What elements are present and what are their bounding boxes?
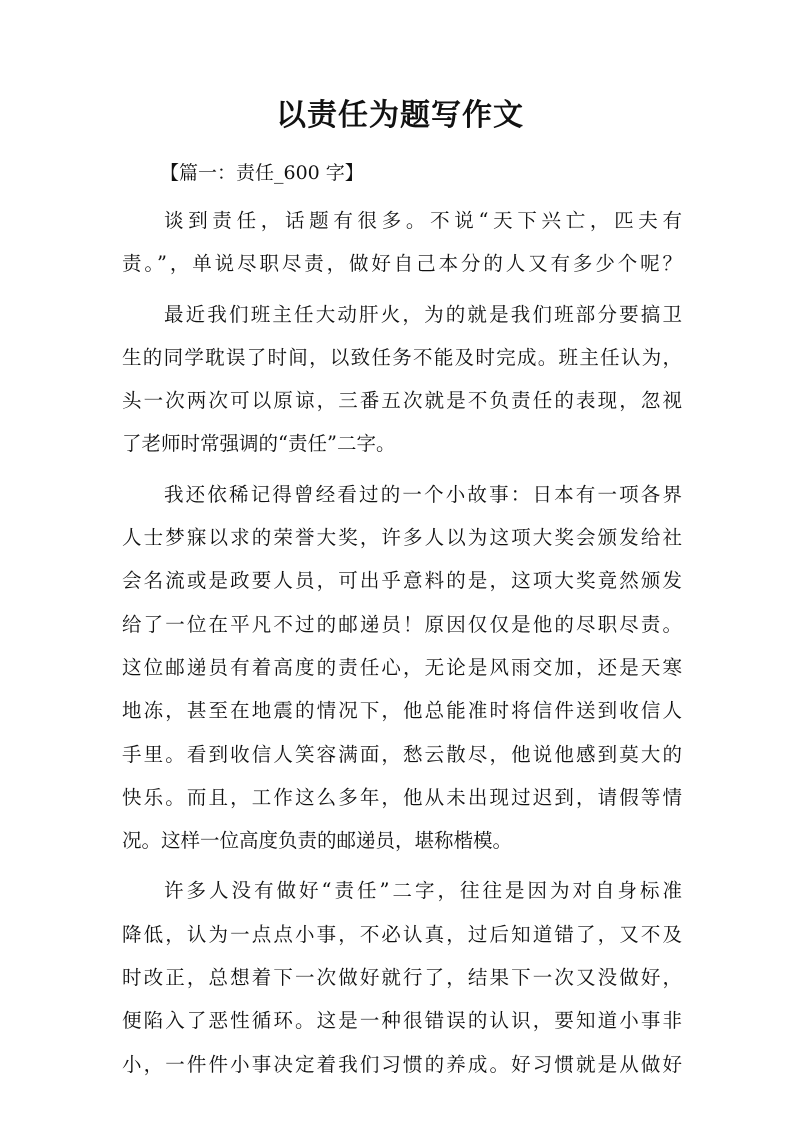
essay-line: 便陷入了恶性循环。这是一种很错误的认识，要知道小事非: [122, 1009, 682, 1033]
essay-line: 手里。看到收信人笑容满面，愁云散尽，他说他感到莫大的: [122, 742, 682, 766]
essay-line: 会名流或是政要人员，可出乎意料的是，这项大奖竟然颁发: [122, 569, 682, 593]
document-title: 以责任为题写作文: [276, 98, 524, 133]
paragraph-gap: [122, 286, 682, 293]
essay-line: 最近我们班主任大动肝火，为的就是我们班部分要搞卫: [164, 302, 682, 326]
essay-line: 许多人没有做好“责任”二字，往往是因为对自身标准: [164, 879, 682, 903]
essay-line: 时改正，总想着下一次做好就行了，结果下一次又没做好，: [122, 966, 682, 990]
section-heading: 【篇一：责任_600 字】: [160, 162, 364, 184]
essay-line: 降低，认为一点点小事，不必认真，过后知道错了，又不及: [122, 922, 682, 946]
essay-line: 生的同学耽误了时间，以致任务不能及时完成。班主任认为，: [122, 345, 682, 369]
essay-line: 小，一件件小事决定着我们习惯的养成。好习惯就是从做好: [122, 1052, 682, 1076]
essay-line: 况。这样一位高度负责的邮递员，堪称楷模。: [122, 829, 513, 853]
essay-line: 给了一位在平凡不过的邮递员！原因仅仅是他的尽职尽责。: [122, 612, 682, 636]
essay-line: 谈到责任，话题有很多。不说“天下兴亡，匹夫有: [164, 209, 682, 232]
essay-line: 地冻，甚至在地震的情况下，他总能准时将信件送到收信人: [122, 699, 682, 723]
essay-line: 人士梦寐以求的荣誉大奖，许多人以为这项大奖会颁发给社: [122, 526, 682, 550]
essay-line: 头一次两次可以原谅，三番五次就是不负责任的表现，忽视: [122, 389, 682, 413]
essay-line: 责。”，单说尽职尽责，做好自己本分的人又有多少个呢？: [122, 252, 682, 276]
essay-line: 这位邮递员有着高度的责任心，无论是风雨交加，还是天寒: [122, 655, 682, 679]
essay-body: [122, 199, 682, 1086]
essay-line: 快乐。而且，工作这么多年，他从未出现过迟到，请假等情: [122, 785, 682, 809]
paragraph-gap: [122, 862, 682, 869]
essay-line: 我还依稀记得曾经看过的一个小故事：日本有一项各界: [164, 482, 682, 506]
essay-line: 了老师时常强调的“责任”二字。: [122, 432, 396, 456]
paragraph-gap: [122, 466, 682, 473]
